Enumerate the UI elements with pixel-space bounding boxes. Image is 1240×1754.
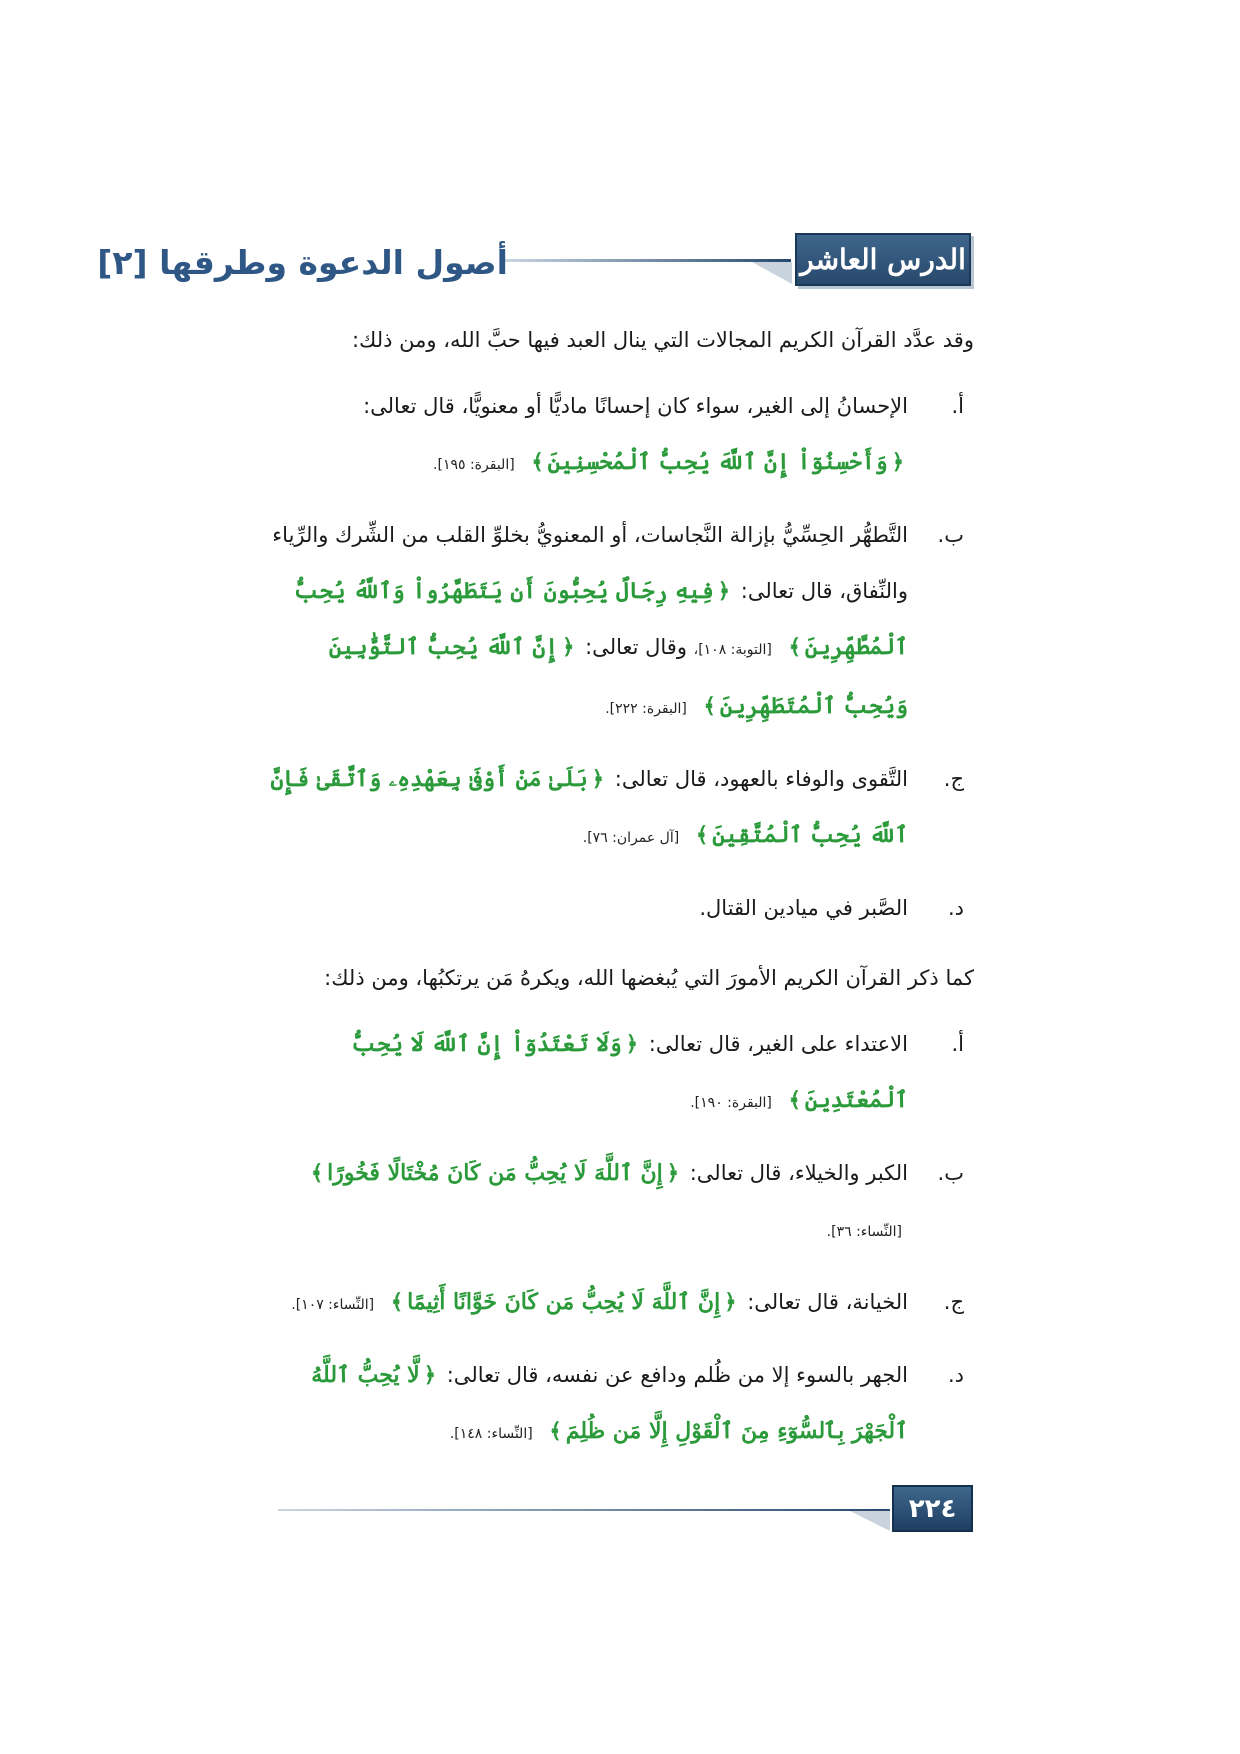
item-body [268, 1347, 908, 1462]
verse-reference: [البقرة: ١٩٠]. [690, 1095, 772, 1111]
quran-close-bracket: ﴾ [390, 1290, 404, 1314]
quran-close-bracket: ﴾ [695, 823, 709, 847]
list-item [268, 1145, 974, 1260]
item-letter: ب. [937, 523, 964, 547]
verse-reference-2: [البقرة: ٢٢٢]. [605, 701, 687, 717]
page-content [268, 312, 974, 1476]
quran-verse: وَأَحْسِنُوٓاْ إِنَّ ٱللَّهَ يُحِبُّ ٱلْمُحْسِنِينَ [547, 449, 888, 475]
quran-open-bracket: ﴿ [562, 635, 575, 659]
quran-verse-2: إِنَّ ٱللَّهَ يُحِبُّ ٱلتَّوَّٰبِينَ وَيُحِبُّ ٱلْمُتَطَهِّرِينَ [328, 634, 908, 719]
list-item [268, 507, 974, 737]
item-text: الخيانة، قال تعالى: [747, 1290, 908, 1314]
quran-close-bracket: ﴾ [703, 694, 716, 718]
item-text: التَّقوى والوفاء بالعهود، قال تعالى: [614, 767, 908, 791]
item-letter: ج. [943, 1290, 964, 1314]
quran-open-bracket: ﴿ [666, 1161, 680, 1185]
item-text: الصَّبر في ميادين القتال. [699, 896, 908, 920]
quran-verse: فِيهِ رِجَالٌ يُحِبُّونَ أَن يَتَطَهَّرُواْ وَٱللَّهُ يُحِبُّ ٱلْمُطَّهِّرِينَ [294, 578, 908, 660]
quran-close-bracket: ﴾ [788, 1088, 801, 1112]
list-item [268, 378, 974, 493]
quran-open-bracket: ﴿ [891, 450, 904, 474]
footer-rule [278, 1509, 890, 1511]
verse-reference: [النِّساء: ١٤٨]. [449, 1426, 533, 1442]
verse-reference: [النِّساء: ١٠٧]. [291, 1297, 375, 1313]
quran-open-bracket: ﴿ [717, 579, 731, 603]
item-body [268, 378, 908, 493]
quran-close-bracket: ﴾ [549, 1419, 562, 1443]
item-letter: أ. [951, 394, 964, 418]
quran-close-bracket: ﴾ [310, 1161, 324, 1185]
item-body [268, 1274, 908, 1333]
item-letter: ب. [937, 1161, 964, 1185]
running-title: أصول الدعوة وطرقها [٢] [97, 242, 508, 282]
item-letter: د. [947, 896, 964, 920]
item-letter: أ. [951, 1032, 964, 1056]
quran-verse: بَلَىٰ مَنْ أَوْفَىٰ بِعَهْدِهِۦ وَٱتَّقَىٰ فَإِنَّ ٱللَّهَ يُحِبُّ ٱلْمُتَّقِينَ [270, 766, 908, 848]
item-text: الجهر بالسوء إلا من ظُلم ودافع عن نفسه، قال تعالى: [446, 1363, 908, 1387]
section2-list [268, 1016, 974, 1462]
item-body [268, 1016, 908, 1131]
verse-reference: [التوبة: ١٠٨]، [693, 642, 772, 658]
footer-wedge [850, 1511, 890, 1531]
item-body [268, 507, 908, 737]
lesson-label: الدرس العاشر [795, 233, 971, 286]
quran-verse: لَّا يُحِبُّ ٱللَّهُ ٱلْجَهْرَ بِٱلسُّوٓءِ مِنَ ٱلْقَوْلِ إِلَّا مَن ظُلِمَ [311, 1362, 908, 1444]
quran-verse: إِنَّ ٱللَّهَ لَا يُحِبُّ مَن كَانَ خَوَّانًا أَثِيمًا [407, 1289, 721, 1315]
page-number: ٢٢٤ [892, 1485, 973, 1532]
verse-reference: [آل عمران: ٧٦]. [582, 830, 680, 846]
quran-close-bracket: ﴾ [531, 450, 544, 474]
list-item [268, 1016, 974, 1131]
item-letter: ج. [943, 767, 964, 791]
list-item [268, 1274, 974, 1333]
section2-intro: كما ذكر القرآن الكريم الأمورَ التي يُبغضها الله، ويكرهُ مَن يرتكبُها، ومن ذلك: [324, 966, 974, 990]
item-body [268, 1145, 908, 1260]
item-text: الاعتداء على الغير، قال تعالى: [648, 1032, 908, 1056]
item-text: الإحسانُ إلى الغير، سواء كان إحسانًا ماديًّا أو معنويًّا، قال تعالى: [363, 394, 908, 418]
section1-intro: وقد عدَّد القرآن الكريم المجالات التي ينال العبد فيها حبَّ الله، ومن ذلك: [351, 328, 974, 352]
section1-list [268, 378, 974, 936]
list-item [268, 751, 974, 866]
quran-verse: وَلَا تَعْتَدُوٓاْ إِنَّ ٱللَّهَ لَا يُحِبُّ ٱلْمُعْتَدِينَ [351, 1031, 908, 1113]
quran-open-bracket: ﴿ [591, 767, 605, 791]
header-wedge [752, 262, 792, 284]
header-rule [505, 259, 791, 262]
item-letter: د. [947, 1363, 964, 1387]
item-body [268, 880, 908, 936]
item-body [268, 751, 908, 866]
item-text: التَّطهُّر الحِسِّيُّ بإزالة النَّجاسات، أو المعنويُّ بخلوِّ القلب من الشِّرك والرِّياء والنِّفاق، قال تعالى: [272, 523, 908, 603]
quran-open-bracket: ﴿ [724, 1290, 737, 1314]
item-text-2: وقال تعالى: [585, 635, 687, 659]
quran-open-bracket: ﴿ [423, 1363, 437, 1387]
quran-verse: إِنَّ ٱللَّهَ لَا يُحِبُّ مَن كَانَ مُخْتَالًا فَخُورًا [327, 1160, 663, 1186]
verse-reference: [البقرة: ١٩٥]. [433, 457, 515, 473]
quran-open-bracket: ﴿ [625, 1032, 639, 1056]
verse-reference: [النِّساء: ٣٦]. [826, 1224, 902, 1240]
list-item [268, 1347, 974, 1462]
list-item [268, 880, 974, 936]
item-text: الكبر والخيلاء، قال تعالى: [689, 1161, 908, 1185]
quran-close-bracket: ﴾ [788, 635, 801, 659]
